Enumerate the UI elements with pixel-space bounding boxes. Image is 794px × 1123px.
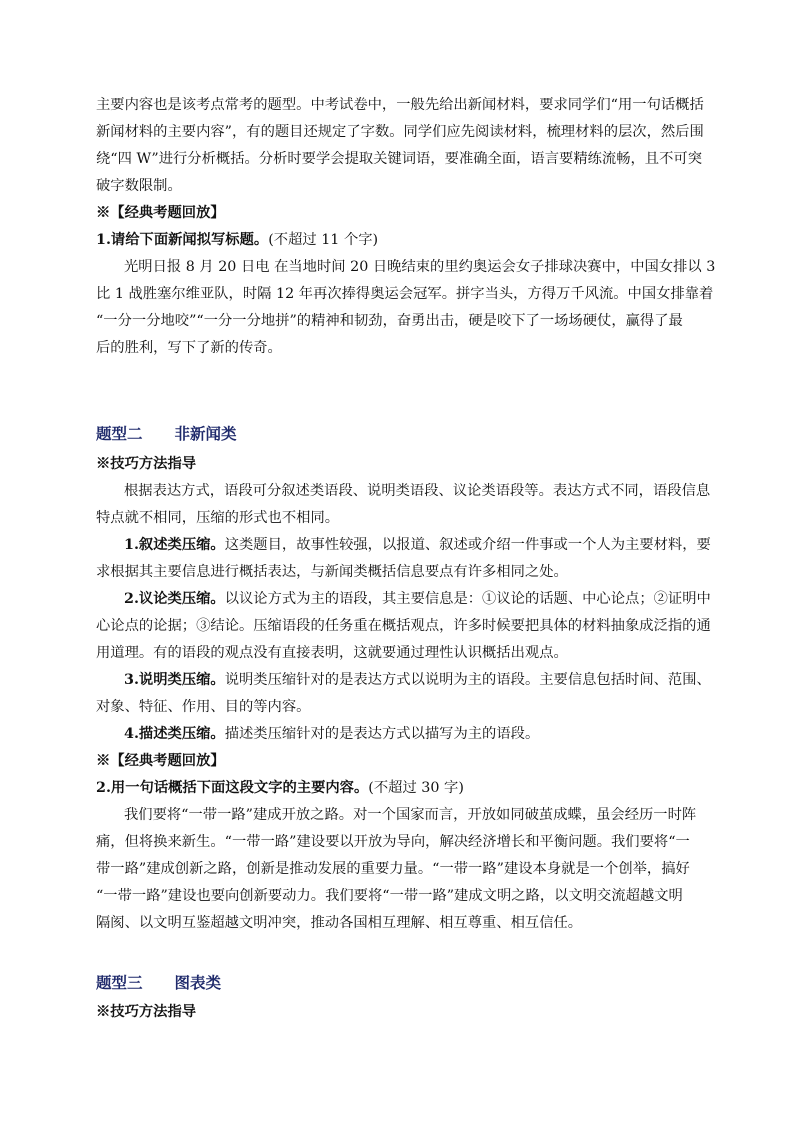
item-line: 心论点的论据；③结论。压缩语段的任务重在概括观点，许多时候要把具体的材料抽象成泛指的通 xyxy=(96,618,711,634)
passage-line: “一分一分地咬”“一分一分地拼”的精神和韧劲，奋勇出击，硬是咬下了一场场硬仗，赢得了最 xyxy=(96,313,683,329)
item-4 xyxy=(124,721,539,748)
intro-line: 主要内容也是该考点常考的题型。中考试卷中，一般先给出新闻材料，要求同学们“用一句话概括 xyxy=(96,97,704,113)
section-label: 题型三 xyxy=(96,973,143,992)
item-line: 用道理。有的语段的观点没有直接表明，这就要通过理性认识概括出观点。 xyxy=(96,645,568,661)
question-2-limit: (不超过 30 字) xyxy=(368,780,464,796)
item-2 xyxy=(124,586,711,613)
passage-line: 隔阂、以文明互鉴超越文明冲突，推动各国相互理解、相互尊重、相互信任。 xyxy=(96,915,583,931)
passage-line: “一带一路”建设也要向创新要动力。我们要将“一带一路”建成文明之路，以文明交流超越文明 xyxy=(96,888,683,904)
question-1-text: 1.请给下面新闻拟写标题。 xyxy=(96,232,269,248)
passage-line: 比 1 战胜塞尔维亚队，时隔 12 年再次捧得奥运会冠军。拼字当头，方得万千风流。中国女排靠着 xyxy=(96,286,714,302)
section-name: 非新闻类 xyxy=(174,424,237,443)
section-heading xyxy=(96,422,237,446)
question-2 xyxy=(96,775,464,802)
passage-line: 光明日报 8 月 20 日电 在当地时间 20 日晚结束的里约奥运会女子排球决赛中，中国女排以 3 xyxy=(124,259,716,275)
item-text: 描述类压缩针对的是表达方式以描写为主的语段。 xyxy=(224,726,540,742)
question-1-limit: (不超过 11 个字) xyxy=(268,232,379,248)
item-title: 4.描述类压缩。 xyxy=(124,726,225,742)
passage-line: 痛，但将换来新生。“一带一路”建设要以开放为导向，解决经济增长和平衡问题。我们要将“一 xyxy=(96,834,690,850)
item-line: 对象、特征、作用、目的等内容。 xyxy=(96,699,311,715)
item-text: 以议论方式为主的语段，其主要信息是：①议论的话题、中心论点；②证明中 xyxy=(224,591,711,607)
section-intro-line: 根据表达方式，语段可分叙述类语段、说明类语段、议论类语段等。表达方式不同，语段信息 xyxy=(124,483,711,499)
item-text: 这类题目，故事性较强，以报道、叙述或介绍一件事或一个人为主要材料，要 xyxy=(224,537,711,553)
section-intro-line: 特点就不相同，压缩的形式也不相同。 xyxy=(96,510,340,526)
tips-heading: ※技巧方法指导 xyxy=(96,456,197,472)
section-name: 图表类 xyxy=(174,973,222,992)
classic-review-heading: ※【经典考题回放】 xyxy=(96,205,225,221)
intro-line: 破字数限制。 xyxy=(96,178,182,194)
intro-line: 新闻材料的主要内容”，有的题目还规定了字数。同学们应先阅读材料，梳理材料的层次，然后围 xyxy=(96,124,704,140)
intro-line: 绕“四 W”进行分析概括。分析时要学会提取关键词语，要准确全面，语言要精练流畅，且不可突 xyxy=(96,151,702,167)
question-2-text: 2.用一句话概括下面这段文字的主要内容。 xyxy=(96,780,369,796)
passage-line: 带一路”建成创新之路，创新是推动发展的重要力量。“一带一路”建设本身就是一个创举，搞好 xyxy=(96,861,690,877)
item-title: 3.说明类压缩。 xyxy=(124,672,225,688)
tips-heading: ※技巧方法指导 xyxy=(96,1004,197,1020)
item-title: 1.叙述类压缩。 xyxy=(124,537,225,553)
question-1 xyxy=(96,227,378,254)
passage-line: 我们要将“一带一路”建成开放之路。对一个国家而言，开放如同破茧成蝶，虽会经历一时阵 xyxy=(124,807,697,823)
item-title: 2.议论类压缩。 xyxy=(124,591,225,607)
item-text: 说明类压缩针对的是表达方式以说明为主的语段。主要信息包括时间、范围、 xyxy=(224,672,711,688)
section-heading xyxy=(96,971,221,995)
item-line: 求根据其主要信息进行概括表达，与新闻类概括信息要点有许多相同之处。 xyxy=(96,564,568,580)
item-3 xyxy=(124,667,711,694)
classic-review-heading: ※【经典考题回放】 xyxy=(96,753,225,769)
item-1 xyxy=(124,532,711,559)
section-label: 题型二 xyxy=(96,424,143,443)
passage-line: 后的胜利，写下了新的传奇。 xyxy=(96,340,282,356)
